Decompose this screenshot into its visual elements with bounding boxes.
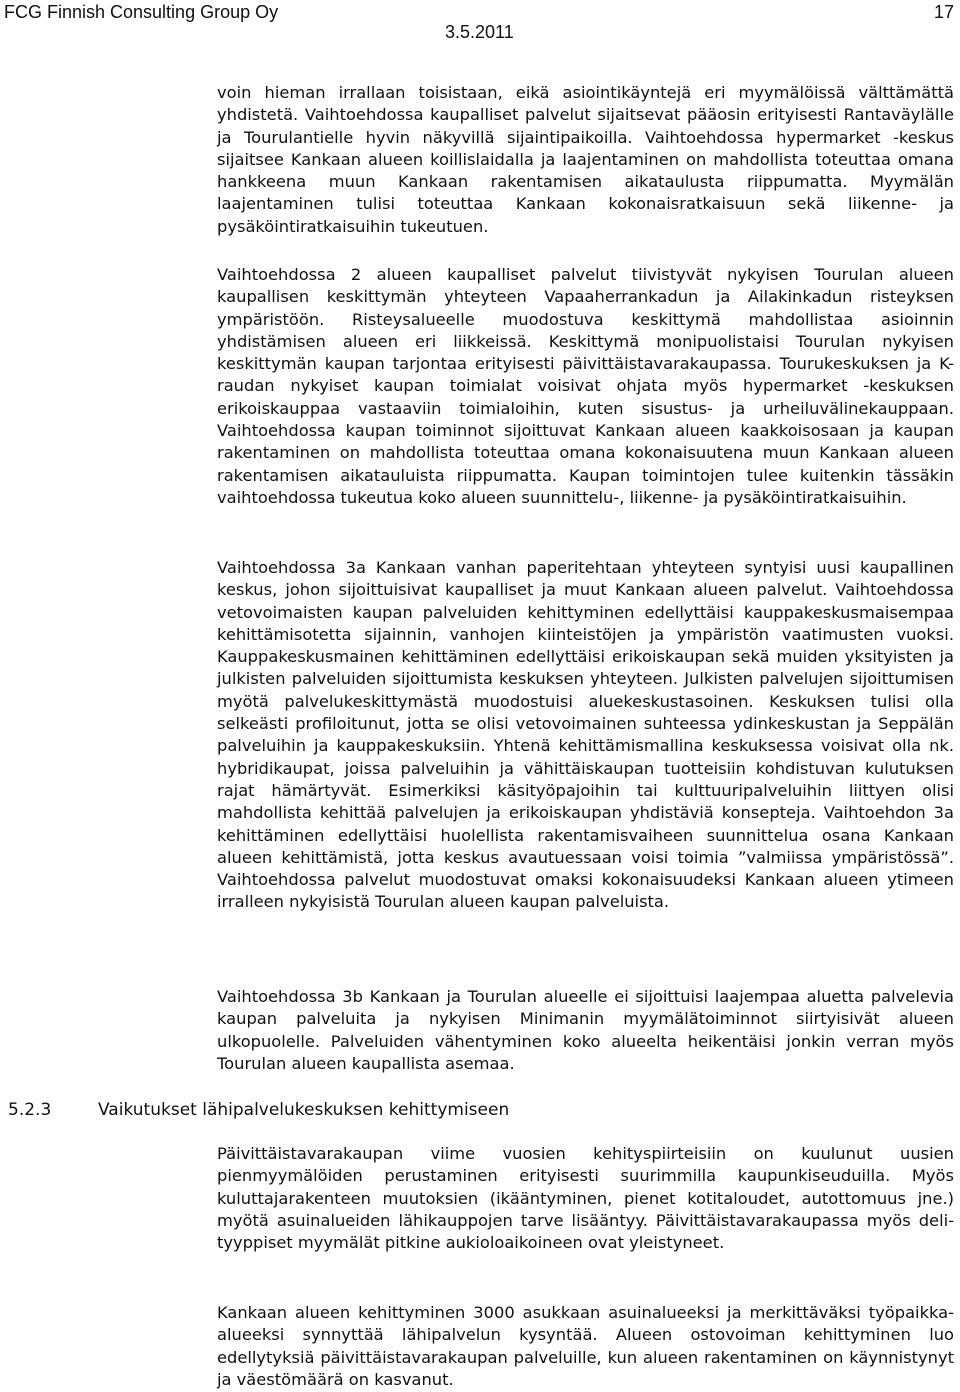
body-paragraph: Kankaan alueen kehittyminen 3000 asukkaan asuinalueeksi ja merkittäväksi työpaikka-alueeksi synnyttää lähipalvelun kysyntää. Alueen ostovoiman kehittyminen luo edellytyksiä päivittäistavarakaupan palveluille, kun alueen rakentaminen on käynnistynyt ja väestömäärä on kasvanut. bbox=[217, 1303, 954, 1389]
document-date: 3.5.2011 bbox=[445, 22, 514, 42]
section-heading bbox=[8, 1099, 509, 1121]
section-number: 5.2.3 bbox=[8, 1100, 52, 1120]
body-paragraph: Vaihtoehdossa 3a Kankaan vanhan paperitehtaan yhteyteen syntyisi uusi kaupallinen keskus, johon sijoittuisivat kaupalliset ja muut Kankaan alueen palvelut. Vaihtoehdossa vetovoimaisten kaupan palveluiden kehittyminen edellyttäisi kauppakeskusmaisempaa kehittämisotetta sijainnin, vanhojen kiinteistöjen ja ympäristön vaatimusten vuoksi. Kauppakeskusmainen kehittäminen edellyttäisi erikoiskaupan sekä muiden yksityisten ja julkisten palveluiden sijoittumista keskuksen yhteyteen. Julkisten palvelujen sijoittumisen myötä palvelukeskittymästä muodostuisi aluekeskustasoinen. Keskuksen tulisi olla selkeästi profiloitunut, jotta se olisi vetovoimainen suhteessa ydinkeskustan ja Seppälän palveluihin ja kauppakeskuksiin. Yhtenä kehittämismallina keskuksessa voisivat olla nk. hybridikaupat, joissa palveluihin ja vähittäiskaupan tuotteisiin kohdistuvan kulutuksen rajat hämärtyvät. Esimerkiksi käsityöpajoihin tai kulttuuripalveluihin liittyen olisi mahdollista kehittää palvelujen ja erikoiskaupan yhdistäviä konsepteja. Vaihtoehdon 3a kehittäminen edellyttäisi huolellista rakentamisvaiheen suunnittelua osana Kankaan alueen kehittämistä, jotta keskus avautuessaan voisi toimia ”valmiissa ympäristössä”. Vaihtoehdossa palvelut muodostuvat omaksi kokonaisuudeksi Kankaan alueen ytimeen irralleen nykyisistä Tourulan alueen kaupan palveluista. bbox=[217, 558, 954, 912]
body-paragraph: voin hieman irrallaan toisistaan, eikä asiointikäyntejä eri myymälöissä välttämättä yhdistetä. Vaihtoehdossa kaupalliset palvelut sijaitsevat pääosin erityisesti Rantaväylälle ja Tourulantielle hyvin näkyvillä sijaintipaikoilla. Vaihtoehdossa hypermarket -keskus sijaitsee Kankaan alueen koillislaidalla ja laajentaminen on mahdollista toteuttaa omana hankkeena muun Kankaan rakentamisen aikataulusta riippumatta. Myymälän laajentaminen tulisi toteuttaa Kankaan kokonaisratkaisuun sekä liikenne- ja pysäköintiratkaisuihin tukeutuen. bbox=[217, 83, 954, 236]
section-title: Vaikutukset lähipalvelukeskuksen kehittymiseen bbox=[98, 1100, 510, 1120]
body-paragraph: Päivittäistavarakaupan viime vuosien kehityspiirteisiin on kuulunut uusien pienmyymälöiden perustaminen erityisesti suurimmilla kaupunkiseuduilla. Myös kuluttajarakenteen muutoksien (ikääntyminen, pienet kotitaloudet, autottomuus jne.) myötä asuinalueiden lähikauppojen tarve lisääntyy. Päivittäistavarakaupassa myös deli-tyyppiset myymälät pitkine aukioloaikoineen ovat yleistyneet. bbox=[217, 1144, 954, 1253]
page-number: 17 bbox=[933, 2, 954, 22]
body-paragraph: Vaihtoehdossa 2 alueen kaupalliset palvelut tiivistyvät nykyisen Tourulan alueen kaupallisen keskittymän yhteyteen Vapaaherrankadun ja Ailakinkadun risteyksen ympäristöön. Risteysalueelle muodostuva keskittymä mahdollistaa asioinnin yhdistämisen alueen eri liikkeissä. Keskittymä monipuolistaisi Tourulan nykyisen keskittymän kaupan tarjontaa erityisesti päivittäistavarakaupassa. Tourukeskuksen ja K-raudan nykyiset kaupan toimialat voisivat ohjata myös hypermarket -keskuksen erikoiskauppaa vastaaviin toimialoihin, kuten sisustus- ja urheiluvälinekauppaan. Vaihtoehdossa kaupan toiminnot sijoittuvat Kankaan alueen kaakkoisosaan ja kaupan rakentaminen on mahdollista toteuttaa omana kokonaisuutena muun Kankaan alueen rakentamisen aikatauluista riippumatta. Kaupan toimintojen tulee kuitenkin tässäkin vaihtoehdossa tukeutua koko alueen suunnittelu-, liikenne- ja pysäköintiratkaisuihin. bbox=[217, 265, 954, 507]
body-paragraph: Vaihtoehdossa 3b Kankaan ja Tourulan alueelle ei sijoittuisi laajempaa aluetta palvelevia kaupan palveluita ja nykyisen Minimanin myymälätoiminnot siirtyisivät alueen ulkopuolelle. Palveluiden vähentyminen koko alueelta heikentäisi jonkin verran myös Tourulan alueen kaupallista asemaa. bbox=[217, 987, 954, 1073]
company-name: FCG Finnish Consulting Group Oy bbox=[4, 2, 279, 22]
